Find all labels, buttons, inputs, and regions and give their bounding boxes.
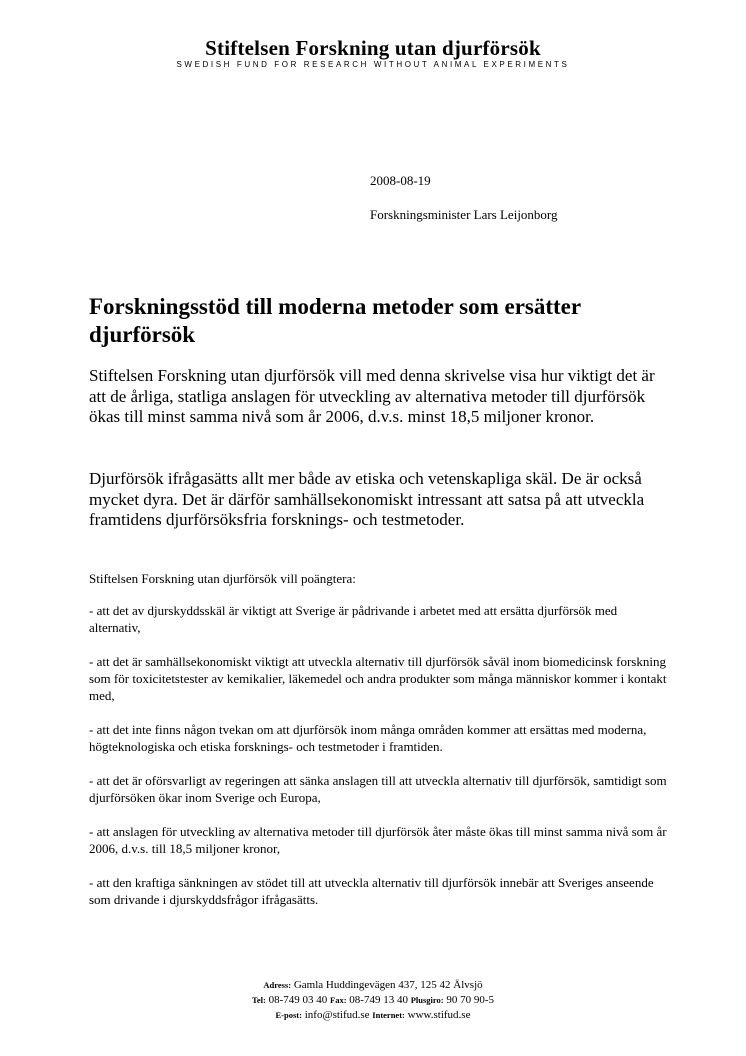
address-value: Gamla Huddingevägen 437, 125 42 Älvsjö	[293, 979, 483, 991]
points-section	[89, 570, 669, 925]
points-lead: Stiftelsen Forskning utan djurförsök vill poängtera:	[89, 571, 356, 586]
point-item: - att det är oförsvarligt av regeringen att sänka anslagen till att utveckla alternativ till djurförsök, samtidigt som djurförsöken ökar inom Sverige och Europa,	[89, 773, 667, 805]
point-item: - att den kraftiga sänkningen av stödet till att utveckla alternativ till djurförsök innebär att Sveriges anseende som drivande i djurskyddsfrågor ifrågasätts.	[89, 875, 654, 907]
letter-title: Forskningsstöd till moderna metoder som ersätter djurförsök	[89, 294, 581, 347]
letterhead	[0, 36, 746, 70]
address-label: Adress:	[263, 980, 292, 990]
footer-phone-line	[0, 993, 746, 1008]
plusgiro-value: 90 70 90-5	[446, 994, 495, 1006]
fax-value: 08-749 13 40	[349, 994, 408, 1006]
intro-paragraph: Djurförsök ifrågasätts allt mer både av etiska och vetenskapliga skäl. De är också mycket dyra. Det är därför samhällsekonomiskt intressant att satsa på att utveckla framtidens djurförsöksfria forsknings- och testmetoder.	[89, 469, 645, 529]
point-item: - att anslagen för utveckling av alternativa metoder till djurförsök åter måste ökas till minst samma nivå som år 2006, d.v.s. till 18,5 miljoner kronor,	[89, 824, 667, 856]
website-link[interactable]: www.stifud.se	[407, 1009, 471, 1021]
email-label: E-post:	[275, 1010, 302, 1020]
internet-label: Internet:	[372, 1010, 405, 1020]
tel-label: Tel:	[251, 995, 266, 1005]
footer-contact	[0, 978, 746, 1023]
footer-address-line	[0, 978, 746, 993]
point-item: - att det är samhällsekonomiskt viktigt att utveckla alternativ till djurförsök såväl inom biomedicinsk forskning som för toxicitetstester av kemikalier, läkemedel och andra produkter som många människor kommer i kontakt med,	[89, 654, 667, 703]
intro-paragraph: Stiftelsen Forskning utan djurförsök vill med denna skrivelse visa hur viktigt det är att de årliga, statliga anslagen för utveckling av alternativa metoder till djurförsök ökas till minst samma nivå som år 2006, d.v.s. minst 18,5 miljoner kronor.	[89, 366, 655, 426]
fax-label: Fax:	[330, 995, 347, 1005]
organization-name: Stiftelsen Forskning utan djurförsök	[205, 36, 541, 60]
plusgiro-label: Plusgiro:	[410, 995, 444, 1005]
letter-recipient: Forskningsminister Lars Leijonborg	[370, 207, 558, 222]
email-value[interactable]: info@stifud.se	[304, 1009, 370, 1021]
point-item: - att det av djurskyddsskäl är viktigt att Sverige är pådrivande i arbetet med att ersätta djurförsök med alternativ,	[89, 603, 618, 635]
organization-subtitle: SWEDISH FUND FOR RESEARCH WITHOUT ANIMAL EXPERIMENTS	[176, 60, 570, 69]
footer-web-line	[0, 1008, 746, 1023]
letter-date: 2008-08-19	[370, 173, 431, 188]
point-item: - att det inte finns någon tvekan om att djurförsök inom många områden kommer att ersättas med moderna, högteknologiska och etiska forsknings- och testmetoder i framtiden.	[89, 722, 647, 754]
tel-value: 08-749 03 40	[268, 994, 328, 1006]
